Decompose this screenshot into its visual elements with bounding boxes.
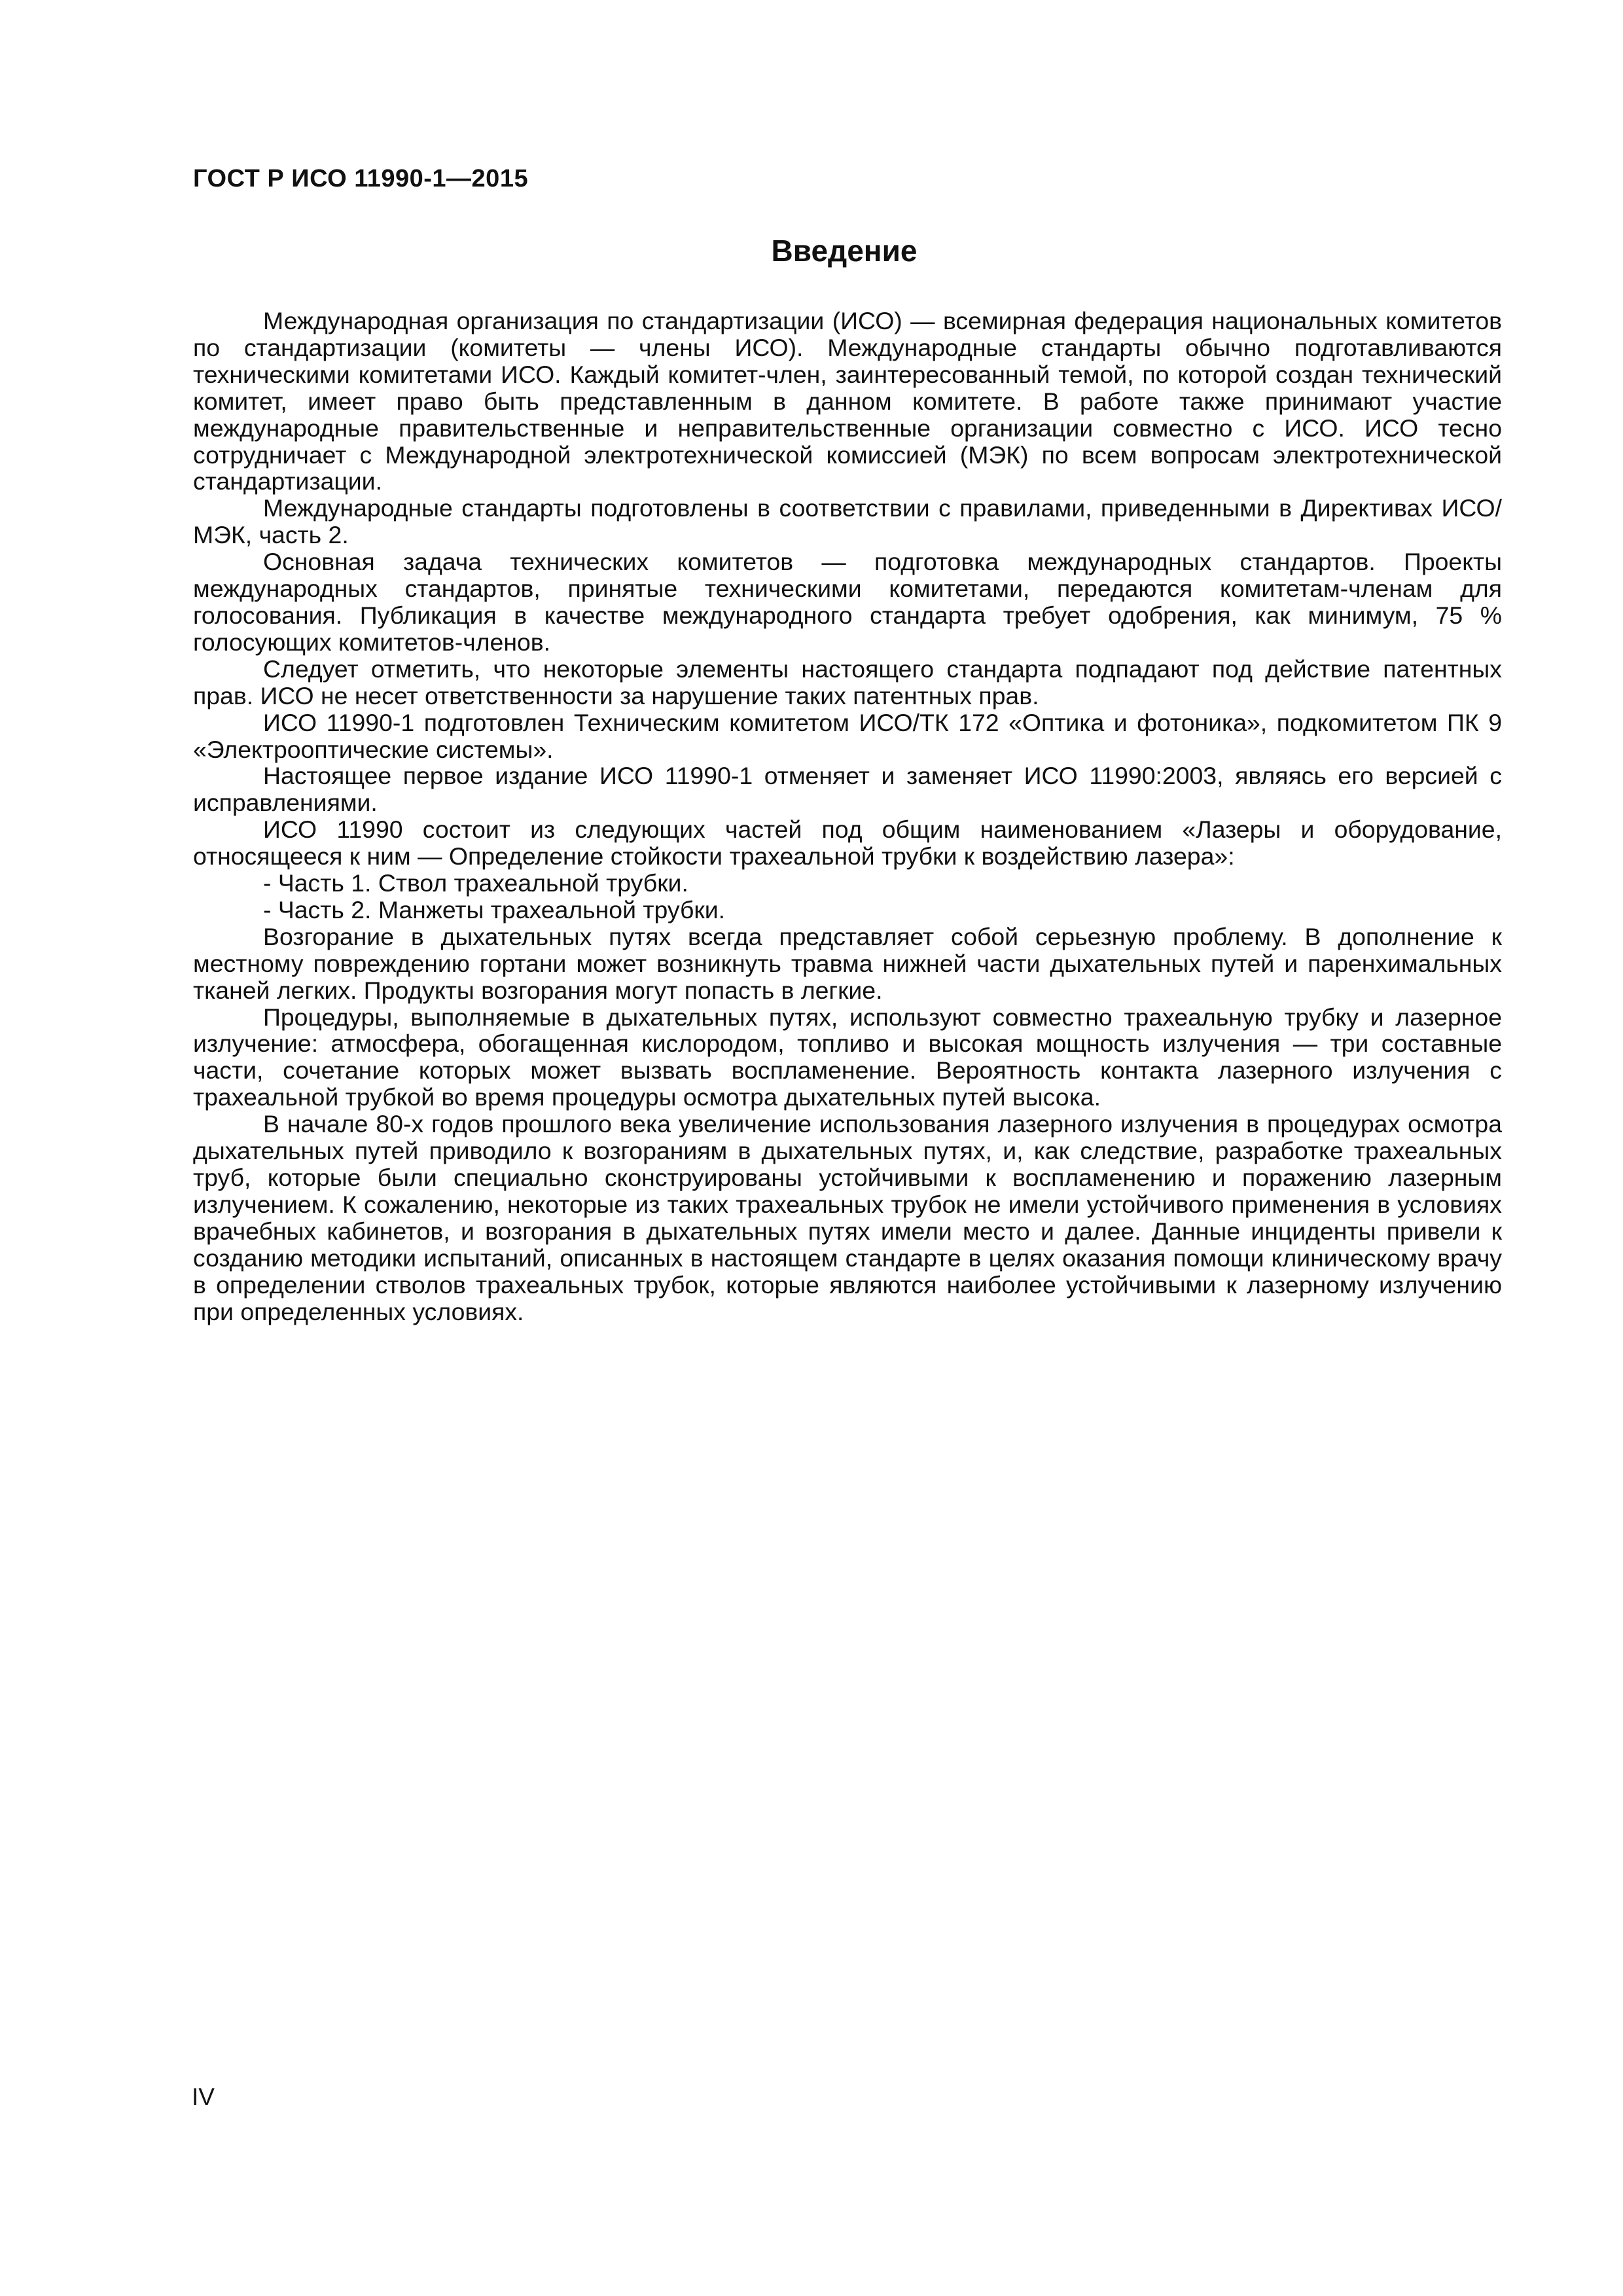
paragraph-iso-overview: Международная организация по стандартизации (ИСО) — всемирная федерация национальных комитетов по стандартизации (комитеты — члены ИСО). Международные стандарты обычно подготавливаются техническими комитетами ИСО. Каждый комитет-член, заинтересованный темой, по которой создан технический комитет, имеет право быть представленным в данном комитете. В работе также принимают участие международные правительственные и неправительственные организации совместно с ИСО. ИСО тесно сотрудничает с Международной электротехнической комиссией (МЭК) по всем вопросам электротехнической стандартизации. (193, 307, 1502, 495)
list-item-part-2: - Часть 2. Манжеты трахеальной трубки. (263, 895, 726, 924)
document-code: ГОСТ Р ИСО 11990-1—2015 (193, 165, 529, 192)
paragraph-edition: Настоящее первое издание ИСО 11990-1 отменяет и заменяет ИСО 11990:2003, являясь его версией с исправлениями. (193, 762, 1502, 817)
paragraph-directives: Международные стандарты подготовлены в соответствии с правилами, приведенными в Директивах ИСО/МЭК, часть 2. (193, 494, 1502, 549)
section-title: Введение (771, 234, 918, 268)
list-item-part-1: - Часть 1. Ствол трахеальной трубки. (263, 869, 688, 897)
paragraph-patents: Следует отметить, что некоторые элементы настоящего стандарта подпадают под действие патентных прав. ИСО не несет ответственности за нарушение таких патентных прав. (193, 655, 1502, 709)
introduction-body (193, 308, 1502, 1325)
paragraph-procedures: Процедуры, выполняемые в дыхательных путях, используют совместно трахеальную трубку и лазерное излучение: атмосфера, обогащенная кислородом, топливо и высокая мощность излучения — три составные части, сочетание которых может вызвать воспламенение. Вероятность контакта лазерного излучения с трахеальной трубкой во время процедуры осмотра дыхательных путей высока. (193, 1003, 1502, 1111)
paragraph-history: В начале 80-х годов прошлого века увеличение использования лазерного излучения в процедурах осмотра дыхательных путей приводило к возгораниям в дыхательных путях, и, как следствие, разработке трахеальных труб, которые были специально сконструированы устойчивыми к воспламенению и поражению лазерным излучением. К сожалению, некоторые из таких трахеальных трубок не имели устойчивого применения в условиях врачебных кабинетов, и возгорания в дыхательных путях имели место и далее. Данные инциденты привели к созданию методики испытаний, описанных в настоящем стандарте в целях оказания помощи клиническому врачу в определении стволов трахеальных трубок, которые являются наиболее устойчивыми к лазерному излучению при определенных условиях. (193, 1110, 1502, 1325)
paragraph-fire-hazard: Возгорание в дыхательных путях всегда представляет собой серьезную проблему. В дополнение к местному повреждению гортани может возникнуть травма нижней части дыхательных путей и паренхимальных тканей легких. Продукты возгорания могут попасть в легкие. (193, 922, 1502, 1004)
page-number: IV (192, 2083, 215, 2110)
paragraph-parts: ИСО 11990 состоит из следующих частей под общим наименованием «Лазеры и оборудование, относящееся к ним — Определение стойкости трахеальной трубки к воздействию лазера»: (193, 816, 1502, 870)
paragraph-prepared-by: ИСО 11990-1 подготовлен Техническим комитетом ИСО/ТК 172 «Оптика и фотоника», подкомитетом ПК 9 «Электрооптические системы». (193, 708, 1502, 763)
paragraph-main-task: Основная задача технических комитетов — подготовка международных стандартов. Проекты международных стандартов, принятые техническими комитетами, передаются комитетам-членам для голосования. Публикация в качестве международного стандарта требует одобрения, как минимум, 75 % голосующих комитетов-членов. (193, 548, 1502, 656)
